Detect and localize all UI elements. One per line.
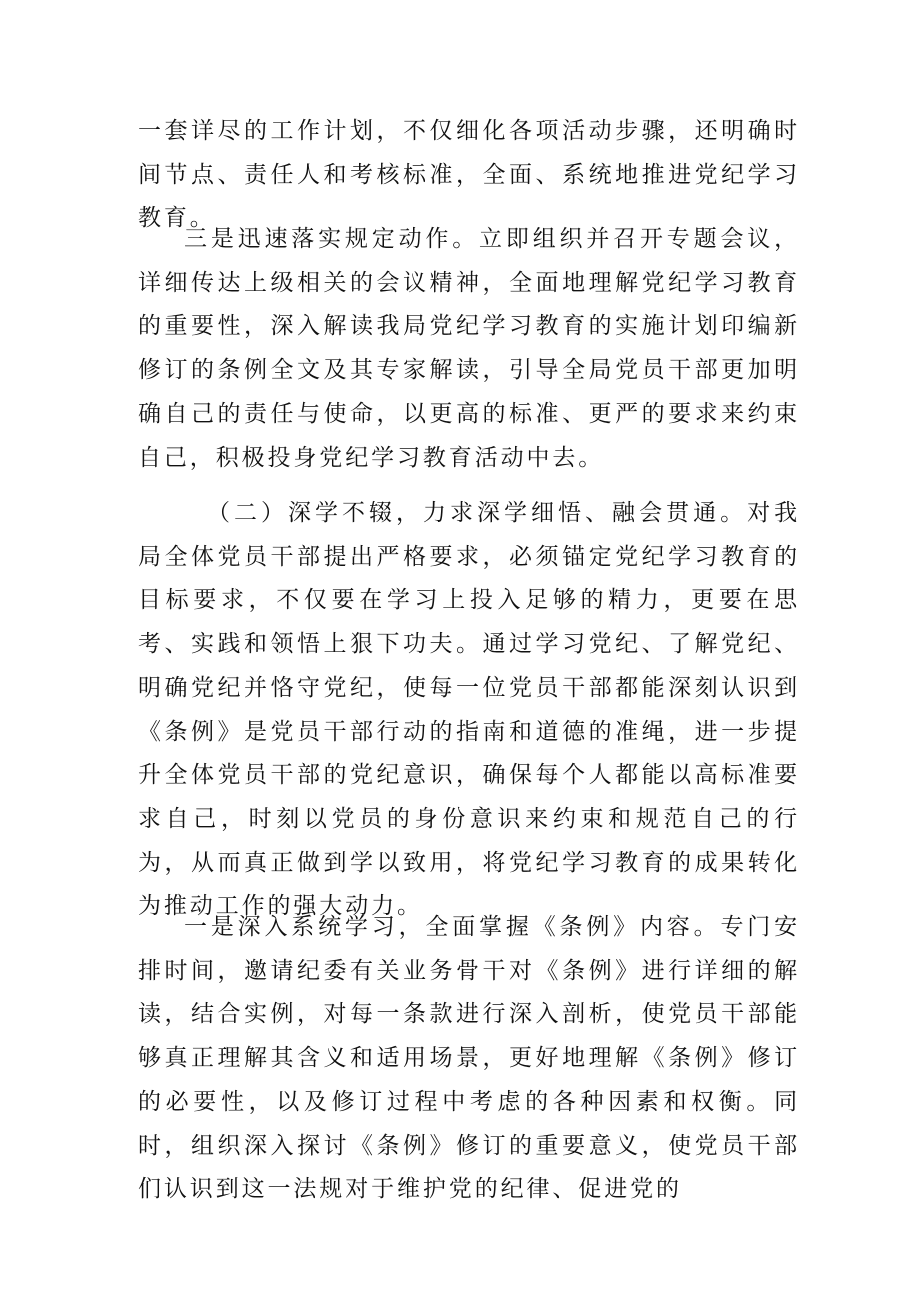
paragraph-section-two: （二）深学不辍，力求深学细悟、融会贯通。对我局全体党员干部提出严格要求，必须锚定党纪学习教育的目标要求，不仅要在学习上投入足够的精力，更要在思考、实践和领悟上狠下功夫。通过学习党纪、了解党纪、明确党纪并恪守党纪，使每一位党员干部都能深刻认识到《条例》是党员干部行动的指南和道德的准绳，进一步提升全体党员干部的党纪意识，确保每个人都能以高标准要求自己，时刻以党员的身份意识来约束和规范自己的行为，从而真正做到学以致用，将党纪学习教育的成果转化为推动工作的强大动力。 [138, 500, 800, 920]
paragraph-third-point: 三是迅速落实规定动作。立即组织并召开专题会议，详细传达上级相关的会议精神，全面地理解党纪学习教育的重要性，深入解读我局党纪学习教育的实施计划印编新修订的条例全文及其专家解读，引导全局党员干部更加明确自己的责任与使命，以更高的标准、更严的要求来约束自己，积极投身党纪学习教育活动中去。 [138, 226, 800, 471]
paragraph-work-plan: 一套详尽的工作计划，不仅细化各项活动步骤，还明确时间节点、责任人和考核标准，全面、系统地推进党纪学习教育。 [138, 118, 800, 232]
paragraph-first-point: 一是深入系统学习，全面掌握《条例》内容。专门安排时间，邀请纪委有关业务骨干对《条例》进行详细的解读，结合实例，对每一条款进行深入剖析，使党员干部能够真正理解其含义和适用场景，更好地理解《条例》修订的必要性，以及修订过程中考虑的各种因素和权衡。同时，组织深入探讨《条例》修订的重要意义，使党员干部们认识到这一法规对于维护党的纪律、促进党的 [138, 914, 800, 1203]
